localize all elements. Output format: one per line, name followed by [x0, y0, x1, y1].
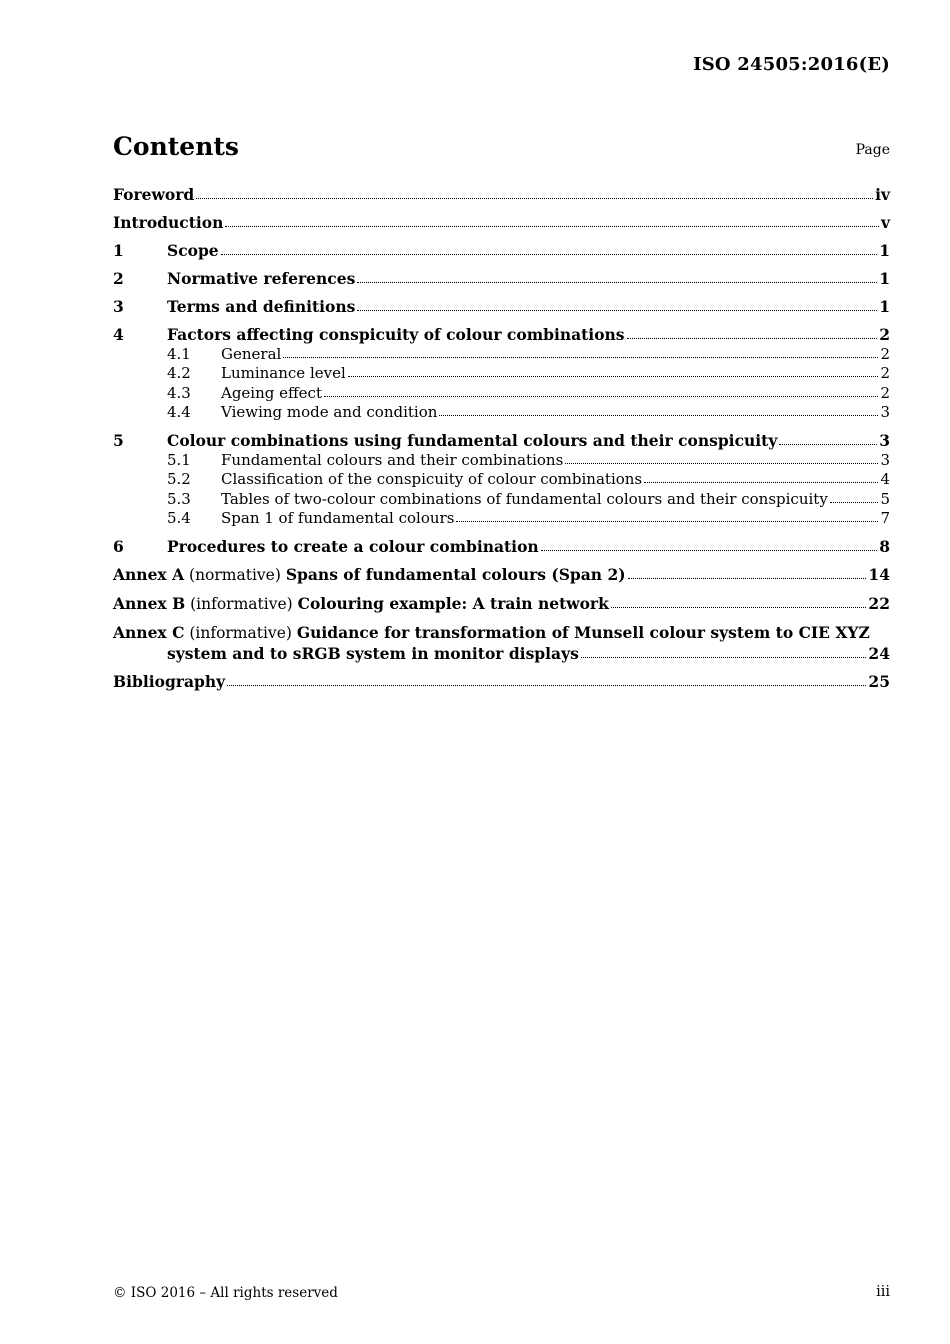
toc-entry-5-1[interactable] [113, 451, 890, 471]
toc-entry-annex-a[interactable] [113, 565, 890, 586]
toc-number: 4.2 [167, 364, 191, 382]
annex-title: Spans of fundamental colours (Span 2) [285, 565, 626, 584]
toc-entry-5-3[interactable] [113, 490, 890, 510]
toc-page: 2 [880, 364, 890, 382]
dot-leader [357, 308, 877, 311]
toc-number: 4 [113, 325, 124, 344]
dot-leader [283, 355, 878, 358]
toc-entry-4-4[interactable] [113, 403, 890, 423]
toc-number: 5 [113, 431, 124, 450]
toc-entry-foreword[interactable] [113, 185, 890, 205]
toc-entry-clause-3[interactable] [113, 297, 890, 317]
toc-page: 1 [879, 269, 890, 288]
annex-label: Annex B [113, 594, 186, 613]
toc-entry-5-2[interactable] [113, 470, 890, 490]
dot-leader [779, 442, 877, 445]
dot-leader [196, 196, 873, 199]
annex-c-line-1 [113, 623, 890, 644]
dot-leader [830, 500, 879, 503]
dot-leader [456, 519, 878, 522]
toc-title: Colour combinations using fundamental colours and their conspicuity [167, 431, 778, 450]
toc-page: 1 [879, 241, 890, 260]
toc-page: 14 [868, 565, 890, 584]
toc-title [113, 565, 626, 586]
toc-title: General [221, 344, 282, 363]
annex-c-line-2 [113, 644, 890, 664]
toc-number: 5.1 [167, 450, 191, 469]
toc-page: 3 [880, 403, 890, 421]
toc-title: Procedures to create a colour combination [167, 537, 539, 556]
toc-number: 6 [113, 537, 124, 556]
annex-label: Annex C [113, 623, 185, 642]
toc-page: 22 [868, 594, 890, 613]
toc-entry-bibliography[interactable] [113, 672, 890, 692]
toc-title [113, 623, 870, 644]
toc-number: 5.3 [167, 489, 191, 508]
toc-number: 5.2 [167, 470, 191, 488]
toc-page: 3 [880, 450, 890, 469]
toc-page: iv [875, 185, 890, 204]
dot-leader [221, 252, 878, 255]
annex-title: Guidance for transformation of Munsell colour system to CIE XYZ [296, 623, 870, 642]
toc-title: Introduction [113, 213, 224, 232]
toc-number: 3 [113, 297, 124, 316]
dot-leader [348, 374, 879, 377]
toc-title: Terms and definitions [167, 297, 356, 316]
annex-label: Annex A [113, 565, 185, 584]
dot-leader [227, 683, 866, 686]
toc-title [113, 594, 609, 615]
dot-leader [581, 655, 867, 658]
toc-number: 5.4 [167, 509, 191, 527]
toc-page: v [880, 213, 890, 232]
toc-entry-clause-4[interactable] [113, 325, 890, 345]
toc-number: 4.1 [167, 344, 191, 363]
toc-page: 25 [868, 671, 890, 691]
toc-title: Factors affecting conspicuity of colour combinations [167, 325, 625, 344]
toc-title: Ageing effect [221, 383, 322, 402]
annex-title: Colouring example: A train network [297, 594, 609, 613]
toc-entry-clause-2[interactable] [113, 269, 890, 289]
dot-leader [541, 548, 878, 551]
copyright-notice: © ISO 2016 – All rights reserved [113, 1285, 338, 1301]
toc-title: Foreword [113, 185, 195, 204]
toc-page: 2 [880, 383, 890, 402]
toc-title: Tables of two-colour combinations of fundamental colours and their conspicuity [221, 489, 828, 508]
annex-title-continued: system and to sRGB system in monitor displays [167, 643, 579, 663]
dot-leader [324, 394, 878, 397]
toc-page: 24 [868, 643, 890, 663]
toc-page: 1 [879, 297, 890, 316]
toc-page: 2 [880, 344, 890, 363]
dot-leader [565, 461, 878, 464]
dot-leader [627, 336, 878, 339]
toc-page: 5 [880, 489, 890, 508]
toc-entry-clause-1[interactable] [113, 241, 890, 261]
toc-number: 4.3 [167, 383, 191, 402]
toc-title: Classification of the conspicuity of colour combinations [221, 470, 643, 488]
toc-page: 8 [879, 537, 890, 556]
toc-title: Luminance level [221, 364, 346, 382]
toc-number: 1 [113, 241, 124, 260]
table-of-contents [113, 185, 890, 691]
annex-type: (normative) [189, 566, 281, 584]
toc-entry-annex-c[interactable] [113, 623, 890, 663]
toc-entry-4-2[interactable] [113, 364, 890, 384]
toc-title: Span 1 of fundamental colours [221, 509, 455, 527]
toc-entry-4-3[interactable] [113, 384, 890, 404]
toc-title: Viewing mode and condition [221, 403, 438, 421]
toc-entry-4-1[interactable] [113, 345, 890, 365]
annex-type: (informative) [189, 624, 292, 642]
toc-title: Normative references [167, 269, 356, 288]
toc-page: 4 [880, 470, 890, 488]
document-id: ISO 24505:2016(E) [693, 54, 890, 75]
toc-entry-5-4[interactable] [113, 509, 890, 529]
toc-title: Fundamental colours and their combinations [221, 450, 564, 469]
toc-page: 2 [879, 325, 890, 344]
dot-leader [644, 480, 878, 483]
toc-page: 7 [880, 509, 890, 527]
toc-number: 2 [113, 269, 124, 288]
dot-leader [611, 605, 867, 608]
toc-entry-introduction[interactable] [113, 213, 890, 233]
dot-leader [225, 224, 879, 227]
dot-leader [628, 576, 867, 579]
toc-page: 3 [879, 431, 890, 450]
toc-entry-annex-b[interactable] [113, 594, 890, 615]
annex-type: (informative) [190, 595, 293, 613]
toc-number: 4.4 [167, 403, 191, 421]
toc-title: Bibliography [113, 671, 226, 691]
toc-entry-clause-6[interactable] [113, 537, 890, 557]
page-number: iii [876, 1284, 890, 1300]
toc-title: Scope [167, 241, 219, 260]
dot-leader [357, 280, 877, 283]
page-title: Contents [113, 132, 240, 161]
dot-leader [439, 413, 878, 416]
page-column-label: Page [855, 142, 890, 158]
toc-entry-clause-5[interactable] [113, 431, 890, 451]
